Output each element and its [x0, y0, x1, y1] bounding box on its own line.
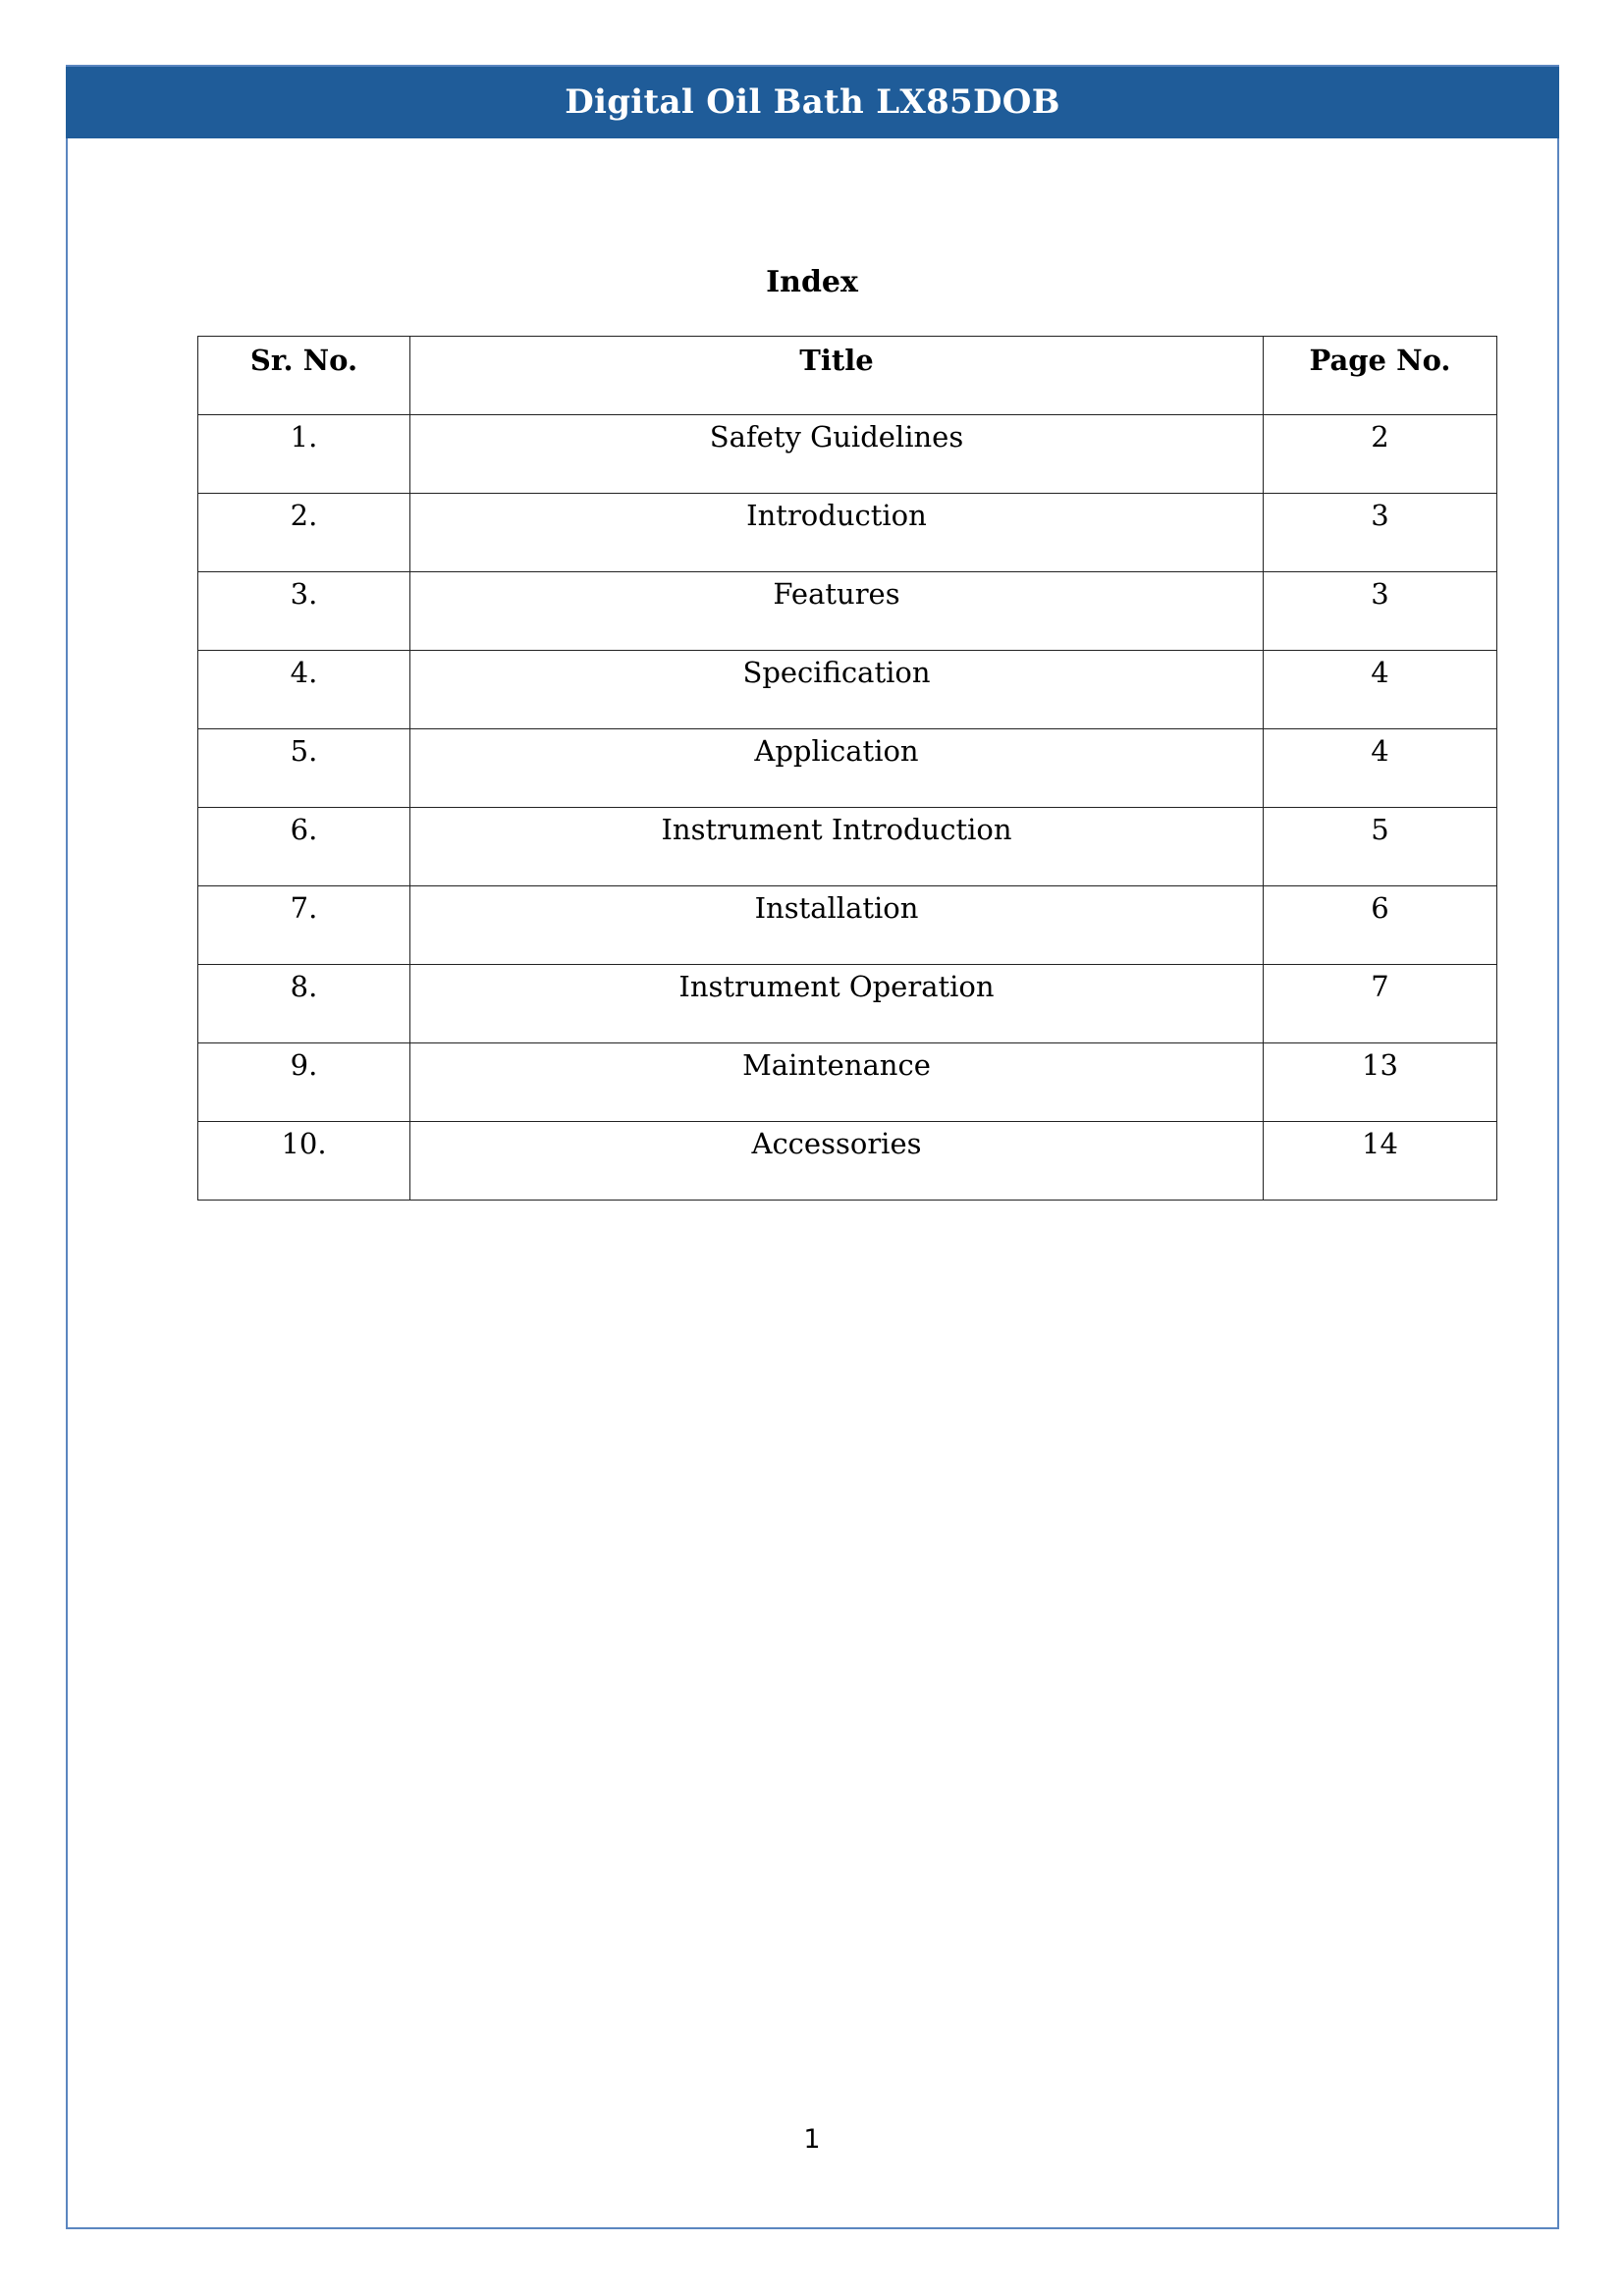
- sr-no-cell: 9.: [198, 1043, 410, 1122]
- page-no-cell: 6: [1264, 886, 1497, 965]
- title-cell: Maintenance: [410, 1043, 1264, 1122]
- sr-no-cell: 5.: [198, 729, 410, 808]
- title-cell: Application: [410, 729, 1264, 808]
- page-no-cell: 3: [1264, 494, 1497, 572]
- sr-no-cell: 6.: [198, 808, 410, 886]
- table-row: [198, 572, 1497, 651]
- page-no-cell: 14: [1264, 1122, 1497, 1201]
- title-cell: Accessories: [410, 1122, 1264, 1201]
- title-cell: Features: [410, 572, 1264, 651]
- sr-no-cell: 10.: [198, 1122, 410, 1201]
- index-heading: Index: [766, 265, 858, 299]
- title-cell: Introduction: [410, 494, 1264, 572]
- page-no-cell: 3: [1264, 572, 1497, 651]
- table-row: [198, 1043, 1497, 1122]
- sr-no-cell: 1.: [198, 415, 410, 494]
- table-row: [198, 1122, 1497, 1201]
- table-row: [198, 965, 1497, 1043]
- sr-no-cell: 2.: [198, 494, 410, 572]
- sr-no-cell: 7.: [198, 886, 410, 965]
- footer-page-number: 1: [803, 2124, 821, 2155]
- page-no-cell: 4: [1264, 651, 1497, 729]
- column-header-page-no: Page No.: [1264, 337, 1497, 415]
- page-no-cell: 5: [1264, 808, 1497, 886]
- table-row: [198, 415, 1497, 494]
- page-no-cell: 2: [1264, 415, 1497, 494]
- sr-no-cell: 4.: [198, 651, 410, 729]
- page-no-cell: 13: [1264, 1043, 1497, 1122]
- index-table-header-row: [198, 337, 1497, 415]
- table-row: [198, 886, 1497, 965]
- column-header-sr-no: Sr. No.: [198, 337, 410, 415]
- table-row: [198, 651, 1497, 729]
- title-cell: Specification: [410, 651, 1264, 729]
- index-table: [197, 336, 1497, 1201]
- page-no-cell: 4: [1264, 729, 1497, 808]
- title-cell: Instrument Introduction: [410, 808, 1264, 886]
- sr-no-cell: 3.: [198, 572, 410, 651]
- page-no-cell: 7: [1264, 965, 1497, 1043]
- table-row: [198, 808, 1497, 886]
- title-cell: Safety Guidelines: [410, 415, 1264, 494]
- title-cell: Instrument Operation: [410, 965, 1264, 1043]
- table-row: [198, 729, 1497, 808]
- document-header-title: Digital Oil Bath LX85DOB: [66, 67, 1559, 138]
- column-header-title: Title: [410, 337, 1264, 415]
- sr-no-cell: 8.: [198, 965, 410, 1043]
- table-row: [198, 494, 1497, 572]
- title-cell: Installation: [410, 886, 1264, 965]
